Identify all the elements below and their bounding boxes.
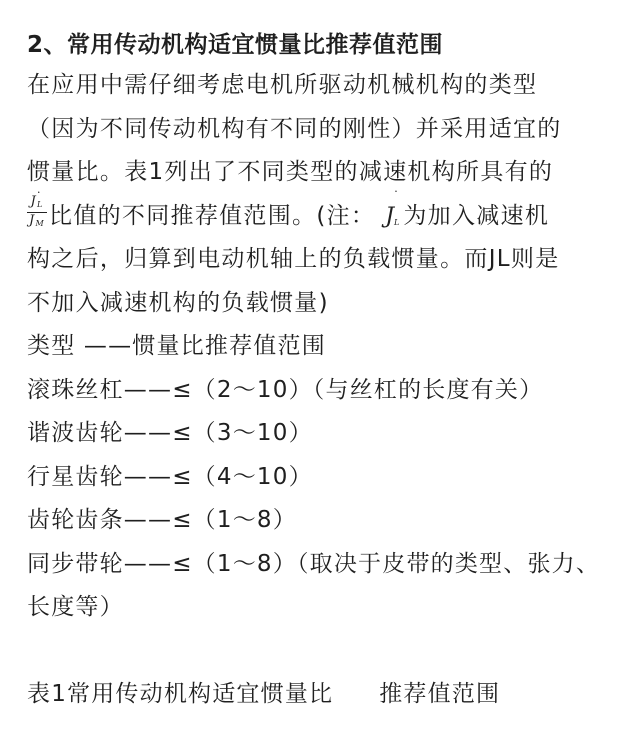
section-heading: 2、常用传动机构适宜惯量比推荐值范围 (27, 32, 444, 58)
intro-line-4-text: 比值的不同推荐值范围。(注： (49, 202, 376, 229)
inertia-ratio-fraction (27, 185, 47, 231)
fraction-denominator: $J_M$ (29, 212, 46, 228)
load-inertia-symbol: · $J_L$ (385, 184, 400, 229)
intro-line-5: 构之后，归算到电动机轴上的负载惯量。而JL则是 (27, 246, 560, 272)
intro-paragraph (27, 64, 627, 325)
derivative-dot: · (394, 184, 398, 198)
intro-line-2: （因为不同传动机构有不同的刚性）并采用适宜的 (27, 115, 562, 142)
intro-line-1: 在应用中需仔细考虑电机所驱动机械机构的类型 (27, 72, 538, 98)
spacer (27, 630, 627, 674)
list-item: 长度等） (27, 594, 124, 620)
intro-line-4 (27, 184, 627, 239)
table-header-row (27, 673, 627, 717)
fraction-numerator: · $J_L$ (27, 194, 47, 213)
list-header: 类型 ——惯量比推荐值范围 (27, 333, 326, 359)
table-header-col1: 表1常用传动机构适宜惯量比 (27, 681, 334, 707)
table-header-col2: 推荐值范围 (379, 681, 501, 707)
list-item: 滚珠丝杠——≤（2～10）（与丝杠的长度有关） (27, 376, 544, 403)
derivative-dot: · (37, 185, 42, 199)
list-item: 齿轮齿条——≤（1～8） (27, 507, 297, 533)
intro-line-4-tail: 为加入减速机 (403, 202, 550, 229)
intro-line-3: 惯量比。表1列出了不同类型的减速机构所具有的 (27, 159, 554, 185)
intro-line-6: 不加入减速机构的负载惯量) (27, 289, 329, 316)
ratio-list (27, 325, 627, 630)
article-body (27, 26, 627, 717)
list-item: 谐波齿轮——≤（3～10） (27, 420, 313, 446)
list-item: 同步带轮——≤（1～8）（取决于皮带的类型、张力、 (27, 550, 601, 577)
list-item: 行星齿轮——≤（4～10） (27, 463, 313, 490)
